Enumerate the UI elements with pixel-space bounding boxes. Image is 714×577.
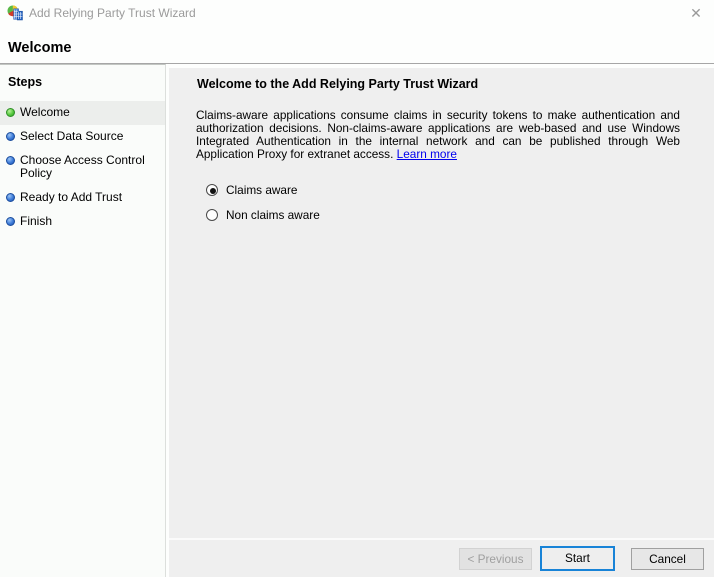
- radio-non-claims-aware[interactable]: [206, 209, 218, 221]
- cancel-button[interactable]: Cancel: [631, 548, 704, 570]
- radio-claims-aware-label: Claims aware: [226, 183, 298, 197]
- title-bar: [0, 0, 714, 26]
- radio-row-non-claims-aware[interactable]: [206, 208, 320, 222]
- radio-row-claims-aware[interactable]: [206, 183, 320, 197]
- learn-more-link[interactable]: Learn more: [396, 146, 457, 161]
- step-label: Select Data Source: [20, 129, 124, 143]
- step-pending-bullet-icon: [6, 132, 15, 141]
- window-title: Add Relying Party Trust Wizard: [29, 6, 196, 20]
- page-title: Welcome: [8, 40, 72, 56]
- steps-sidebar: [0, 64, 166, 577]
- sidebar-item-ready-to-add-trust[interactable]: [0, 186, 165, 210]
- sidebar-item-finish[interactable]: [0, 210, 165, 234]
- description-text: [196, 109, 680, 161]
- step-pending-bullet-icon: [6, 156, 15, 165]
- adfs-app-icon: [7, 5, 23, 21]
- close-icon[interactable]: ✕: [690, 5, 702, 21]
- step-pending-bullet-icon: [6, 217, 15, 226]
- footer-button-bar: [169, 538, 714, 577]
- radio-claims-aware[interactable]: [206, 184, 218, 196]
- step-pending-bullet-icon: [6, 193, 15, 202]
- sidebar-item-welcome[interactable]: [0, 101, 165, 125]
- step-label: Ready to Add Trust: [20, 190, 123, 204]
- previous-button[interactable]: < Previous: [459, 548, 532, 570]
- steps-heading: Steps: [8, 75, 43, 89]
- step-label: Choose Access Control Policy: [20, 153, 145, 180]
- trust-type-radio-group: [206, 183, 320, 233]
- step-label: Finish: [20, 214, 53, 228]
- start-button[interactable]: Start: [540, 546, 615, 571]
- step-active-bullet-icon: [6, 108, 15, 117]
- sidebar-item-choose-access-control-policy[interactable]: [0, 149, 165, 186]
- main-panel: [169, 68, 714, 577]
- sidebar-item-select-data-source[interactable]: [0, 125, 165, 149]
- step-label: Welcome: [20, 105, 70, 119]
- radio-non-claims-aware-label: Non claims aware: [226, 208, 320, 222]
- content-heading: Welcome to the Add Relying Party Trust Wizard: [197, 77, 479, 91]
- description-body: Claims-aware applications consume claims in security tokens to make authentication and authorization decisions. Non-claims-aware applications are web-based and use Windows Integrated Authentication in the internal network and can be published through Web Application Proxy for extranet access.: [196, 108, 680, 161]
